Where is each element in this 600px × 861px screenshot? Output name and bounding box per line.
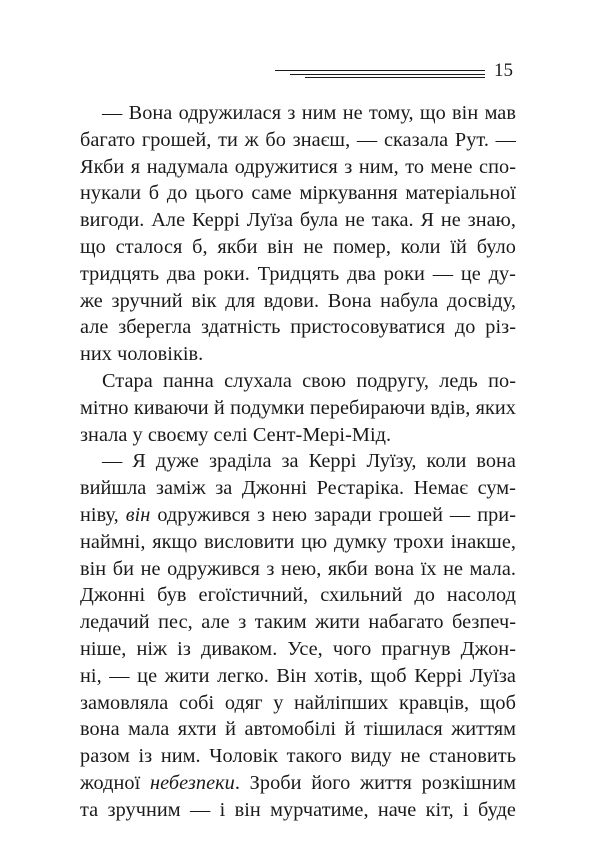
text-line: — Я дуже зраділа за Керрі Луїзу, коли вона (102, 450, 516, 473)
text-line: знала у своєму селі Сент-Мері-Мід. (80, 423, 392, 446)
paragraph (80, 368, 516, 448)
emphasis: небезпеки (150, 771, 235, 794)
page-header (0, 58, 600, 88)
paragraph (80, 448, 516, 823)
text-line (80, 770, 516, 797)
header-rule (275, 70, 485, 71)
text-line: але зберегла здатність пристосовуватися до різ- (80, 316, 516, 339)
body-text (80, 100, 516, 824)
text-line: Якби я надумала одружитися з ним, то мене спо- (80, 155, 516, 178)
text-line: — Вона одружилася з ним не тому, що він мав (102, 102, 516, 124)
text-line: Стара панна слухала свою подругу, ледь по- (102, 369, 516, 392)
text-line: багато грошей, ти ж бо знаєш, — сказала Рут. — (80, 128, 516, 151)
text-line: він би не одружився з нею, якби вона їх не мала. (80, 557, 516, 580)
text-line: же зручний вік для вдови. Вона набула досвіду, (80, 289, 516, 312)
text-line: замовляла собі одяг у найліпших кравців, щоб (80, 691, 516, 714)
text-line: ледачий пес, але з таким жити набагато безпеч- (80, 611, 516, 634)
text-segment: . Зроби його життя розкішним (234, 771, 516, 794)
text-line: вигоди. Але Керрі Луїза була не така. Я не знаю, (80, 209, 516, 232)
emphasis: він (125, 503, 151, 526)
text-line: ні, — це жити легко. Він хотів, щоб Керрі Луїза (80, 664, 516, 687)
text-line: мітно киваючи й подумки перебираючи вдів, яких (80, 396, 516, 419)
text-segment: ніву, (80, 503, 126, 526)
text-line: вона мала яхти й автомобілі й тішилася життям (80, 718, 516, 741)
text-line: разом із ним. Чоловік такого виду не становить (80, 745, 516, 768)
text-line: тридцять два роки. Тридцять два роки — це ду- (80, 262, 516, 285)
text-segment: жодної (80, 771, 150, 794)
page-number: 15 (494, 60, 513, 81)
text-line: ніше, ніж із диваком. Усе, чого прагнув Джон- (80, 637, 516, 660)
paragraph (80, 100, 516, 368)
text-line: вийшла заміж за Джонні Рестаріка. Немає сум- (80, 477, 516, 500)
header-rule (290, 74, 485, 75)
text-line: Джонні був егоїстичний, схильний до насолод (80, 584, 516, 607)
text-line (80, 502, 516, 529)
text-line: що сталося б, якби він не помер, коли їй було (80, 235, 516, 258)
header-rule (305, 77, 485, 78)
text-line: них чоловіків. (80, 343, 204, 366)
text-line: нукали б до цього саме міркування матеріальної (80, 182, 516, 205)
text-line: наймні, якщо висловити цю думку трохи інакше, (80, 530, 516, 553)
text-segment: одружився з нею заради грошей — при- (150, 503, 516, 526)
text-line: та зручним — і він мурчатиме, наче кіт, і буде (80, 798, 516, 821)
